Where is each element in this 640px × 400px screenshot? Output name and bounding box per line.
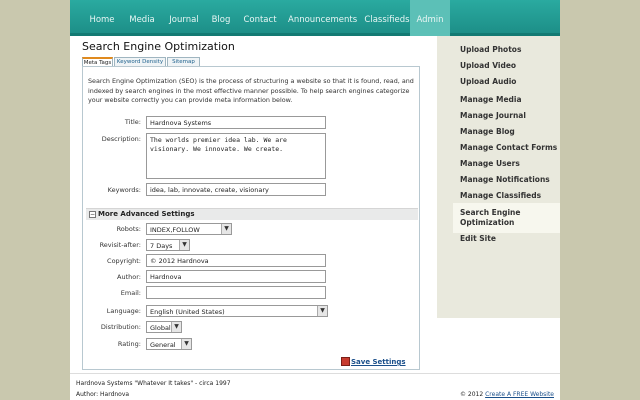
meta-tags-panel — [82, 66, 420, 370]
description-textarea[interactable] — [146, 133, 326, 179]
distribution-value: Global — [150, 324, 171, 332]
top-navigation — [70, 0, 560, 36]
sidebar-item-manage-notifications[interactable]: Manage Notifications — [460, 175, 550, 184]
sidebar-item-upload-audio[interactable]: Upload Audio — [460, 77, 517, 86]
email-label: Email: — [120, 289, 141, 297]
rating-value: General — [150, 341, 176, 349]
create-free-website-link[interactable]: Create A FREE Website — [485, 391, 554, 398]
sidebar-item-manage-journal[interactable]: Manage Journal — [460, 111, 526, 120]
collapse-toggle-icon[interactable]: − — [90, 211, 96, 218]
copyright-input[interactable] — [146, 254, 326, 267]
dropdown-arrow-icon: ▼ — [181, 339, 191, 349]
robots-value: INDEX,FOLLOW — [150, 226, 200, 234]
dropdown-arrow-icon: ▼ — [317, 306, 327, 316]
advanced-settings-title: More Advanced Settings — [98, 210, 195, 218]
nav-home[interactable]: Home — [89, 15, 115, 25]
revisit-select[interactable] — [146, 239, 190, 251]
revisit-label: Revisit-after: — [99, 241, 141, 249]
intro-text: Search Engine Optimization (SEO) is the process of structuring a website so that it is found, read, and indexed by search engines in the most effective manner possible. To help search engines categorize your website correctly you can provide meta information below. — [88, 77, 414, 104]
distribution-label: Distribution: — [100, 323, 141, 331]
tab-keyword-density[interactable]: Keyword Density — [114, 57, 166, 67]
copyright-label: Copyright: — [107, 257, 141, 265]
main-content — [78, 38, 423, 368]
distribution-select[interactable] — [146, 321, 182, 333]
site-frame — [70, 0, 560, 400]
revisit-value: 7 Days — [150, 242, 173, 250]
save-settings-button[interactable]: Save Settings — [351, 358, 406, 366]
author-input[interactable] — [146, 270, 326, 283]
sidebar-item-manage-classifieds[interactable]: Manage Classifieds — [460, 191, 542, 200]
admin-sidebar — [437, 36, 560, 318]
keywords-label: Keywords: — [107, 186, 141, 194]
footer-copyright: © 2012 — [460, 391, 484, 398]
title-label: Title: — [124, 118, 141, 126]
advanced-settings-header[interactable] — [86, 208, 418, 220]
sidebar-item-manage-contact-forms[interactable]: Manage Contact Forms — [460, 143, 558, 152]
rating-label: Rating: — [117, 340, 141, 348]
language-select[interactable] — [146, 305, 328, 317]
email-input[interactable] — [146, 286, 326, 299]
tab-meta-tags[interactable]: Meta Tags — [82, 57, 113, 67]
nav-admin[interactable]: Admin — [410, 0, 450, 36]
language-label: Language: — [106, 307, 141, 315]
dropdown-arrow-icon: ▼ — [179, 240, 189, 250]
sidebar-item-manage-blog[interactable]: Manage Blog — [460, 127, 515, 136]
sidebar-item-manage-media[interactable]: Manage Media — [460, 95, 522, 104]
nav-classifieds[interactable]: Classifieds — [364, 15, 410, 25]
language-value: English (United States) — [150, 308, 225, 316]
sidebar-item-seo-line1[interactable]: Search Engine — [460, 208, 521, 217]
title-input[interactable] — [146, 116, 326, 129]
sidebar-item-upload-photos[interactable]: Upload Photos — [460, 45, 522, 54]
author-label: Author: — [117, 273, 141, 281]
keywords-input[interactable] — [146, 183, 326, 196]
floppy-disk-icon[interactable] — [341, 357, 350, 366]
nav-media[interactable]: Media — [129, 15, 155, 25]
sidebar-item-manage-users[interactable]: Manage Users — [460, 159, 520, 168]
nav-journal[interactable]: Journal — [169, 15, 199, 25]
footer-tagline: Hardnova Systems "Whatever It takes" - circa 1997 — [76, 380, 231, 387]
sidebar-item-upload-video[interactable]: Upload Video — [460, 61, 517, 70]
nav-announcements[interactable]: Announcements — [288, 15, 358, 25]
description-label: Description: — [101, 135, 141, 143]
tab-sitemap[interactable]: Sitemap — [167, 57, 200, 67]
footer-right — [460, 391, 554, 398]
footer — [70, 373, 560, 400]
page-title: Search Engine Optimization — [82, 40, 235, 53]
robots-label: Robots: — [116, 225, 141, 233]
sidebar-item-edit-site[interactable]: Edit Site — [460, 234, 496, 243]
footer-author: Author: Hardnova — [76, 391, 130, 398]
nav-contact[interactable]: Contact — [243, 15, 277, 25]
dropdown-arrow-icon: ▼ — [221, 224, 231, 234]
robots-select[interactable] — [146, 223, 232, 235]
dropdown-arrow-icon: ▼ — [171, 322, 181, 332]
rating-select[interactable] — [146, 338, 192, 350]
sidebar-item-seo-line2[interactable]: Optimization — [460, 218, 515, 227]
nav-blog[interactable]: Blog — [211, 15, 231, 25]
